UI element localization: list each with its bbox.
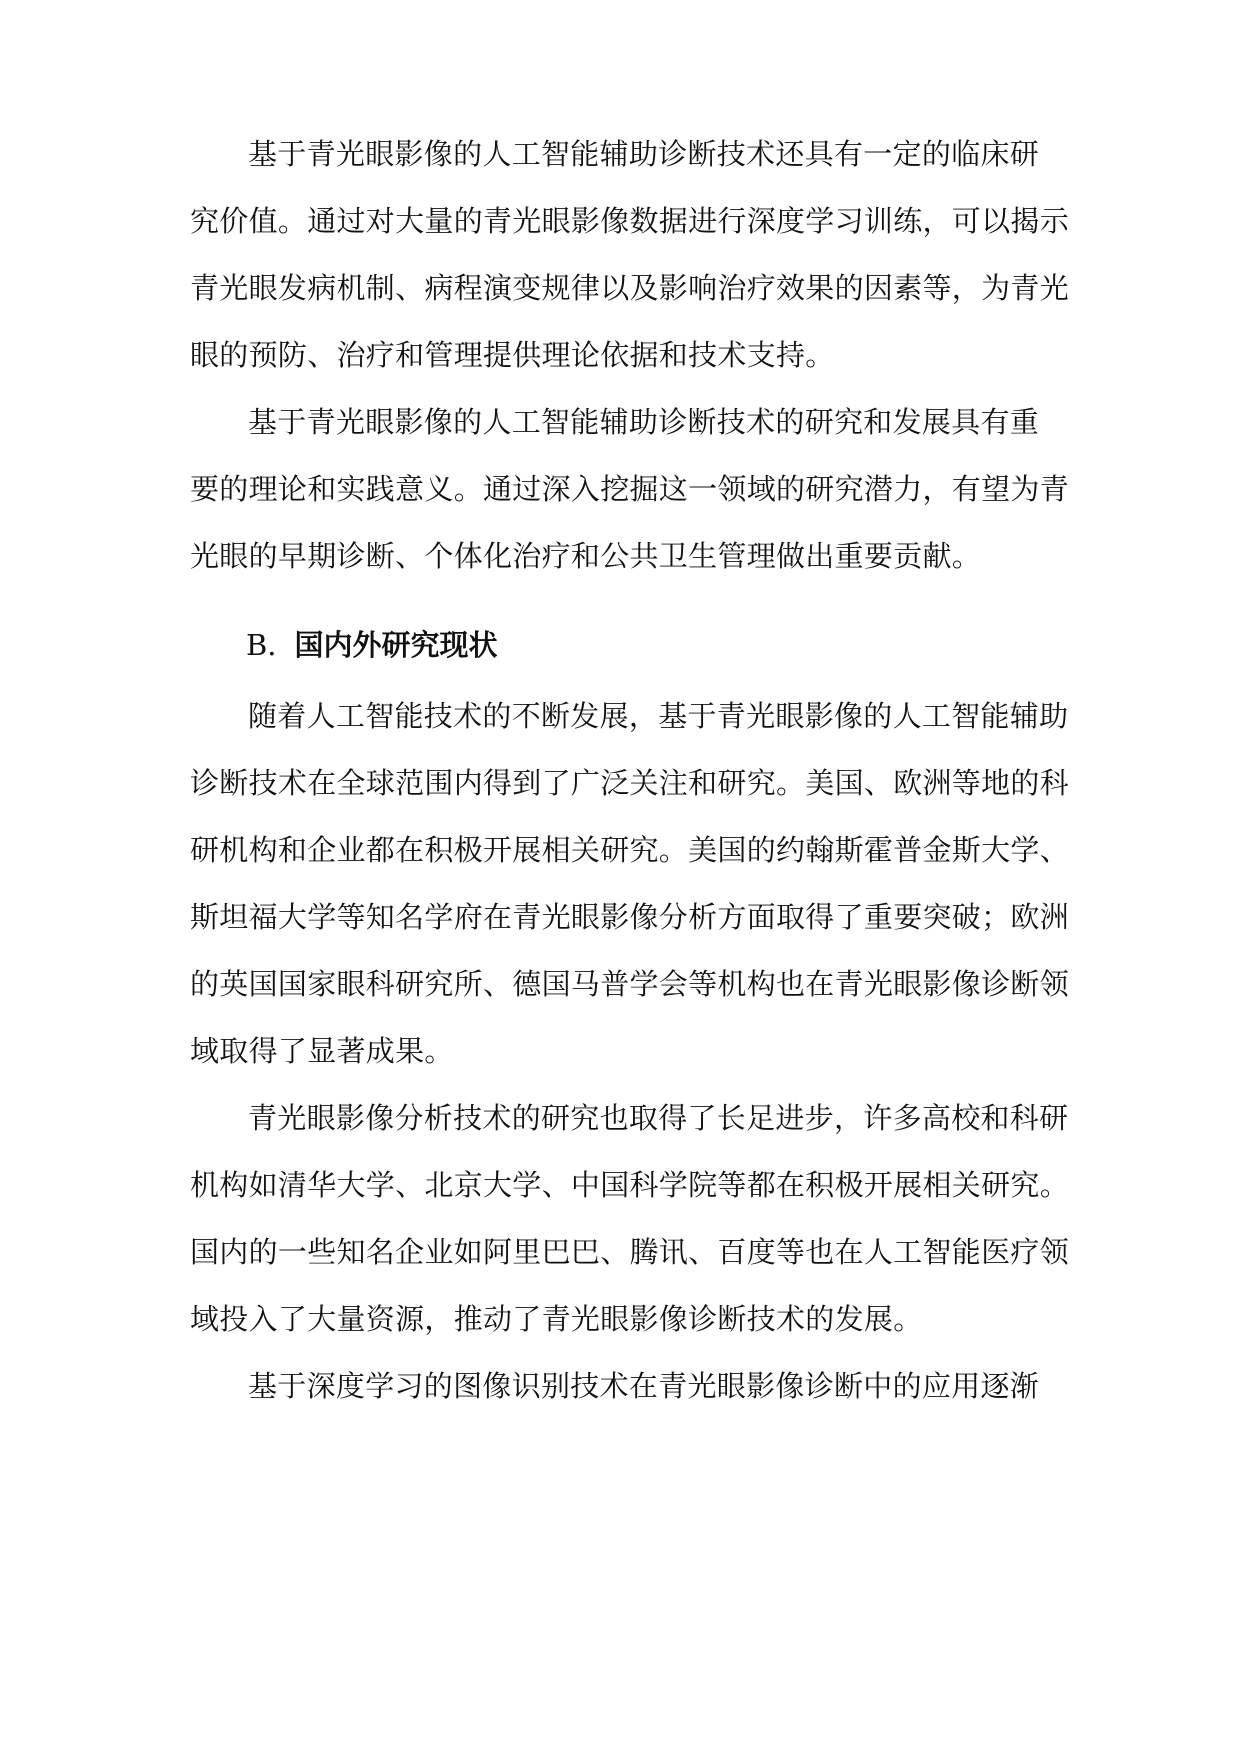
paragraph-1-line-3: 青光眼发病机制、病程演变规律以及影响治疗效果的因素等，为青光 bbox=[190, 271, 1070, 305]
paragraph-1-line-1: 基于青光眼影像的人工智能辅助诊断技术还具有一定的临床研 bbox=[248, 137, 1040, 171]
paragraph-3-line-5: 的英国国家眼科研究所、德国马普学会等机构也在青光眼影像诊断领 bbox=[190, 967, 1070, 1001]
paragraph-2-line-1: 基于青光眼影像的人工智能辅助诊断技术的研究和发展具有重 bbox=[248, 405, 1040, 439]
paragraph-2-line-2: 要的理论和实践意义。通过深入挖掘这一领域的研究潜力，有望为青 bbox=[190, 472, 1070, 506]
paragraph-1-line-4: 眼的预防、治疗和管理提供理论依据和技术支持。 bbox=[190, 338, 835, 372]
paragraph-3-line-1: 随着人工智能技术的不断发展，基于青光眼影像的人工智能辅助 bbox=[248, 699, 1069, 733]
paragraph-5-line-1: 基于深度学习的图像识别技术在青光眼影像诊断中的应用逐渐 bbox=[248, 1369, 1040, 1403]
paragraph-3-line-3: 研机构和企业都在积极开展相关研究。美国的约翰斯霍普金斯大学、 bbox=[190, 833, 1070, 867]
paragraph-4-line-4: 域投入了大量资源，推动了青光眼影像诊断技术的发展。 bbox=[190, 1302, 923, 1336]
paragraph-3-line-6: 域取得了显著成果。 bbox=[190, 1034, 454, 1068]
paragraph-2-line-3: 光眼的早期诊断、个体化治疗和公共卫生管理做出重要贡献。 bbox=[190, 539, 982, 573]
section-title: 国内外研究现状 bbox=[294, 628, 498, 662]
paragraph-3-line-2: 诊断技术在全球范围内得到了广泛关注和研究。美国、欧洲等地的科 bbox=[190, 766, 1070, 800]
section-heading bbox=[246, 625, 498, 665]
section-number: B. bbox=[246, 628, 277, 662]
paragraph-4-line-1: 青光眼影像分析技术的研究也取得了长足进步，许多高校和科研 bbox=[248, 1101, 1069, 1135]
paragraph-4-line-2: 机构如清华大学、北京大学、中国科学院等都在积极开展相关研究。 bbox=[190, 1168, 1070, 1202]
paragraph-1-line-2: 究价值。通过对大量的青光眼影像数据进行深度学习训练，可以揭示 bbox=[190, 204, 1070, 238]
paragraph-3-line-4: 斯坦福大学等知名学府在青光眼影像分析方面取得了重要突破；欧洲 bbox=[190, 900, 1070, 934]
paragraph-4-line-3: 国内的一些知名企业如阿里巴巴、腾讯、百度等也在人工智能医疗领 bbox=[190, 1235, 1070, 1269]
